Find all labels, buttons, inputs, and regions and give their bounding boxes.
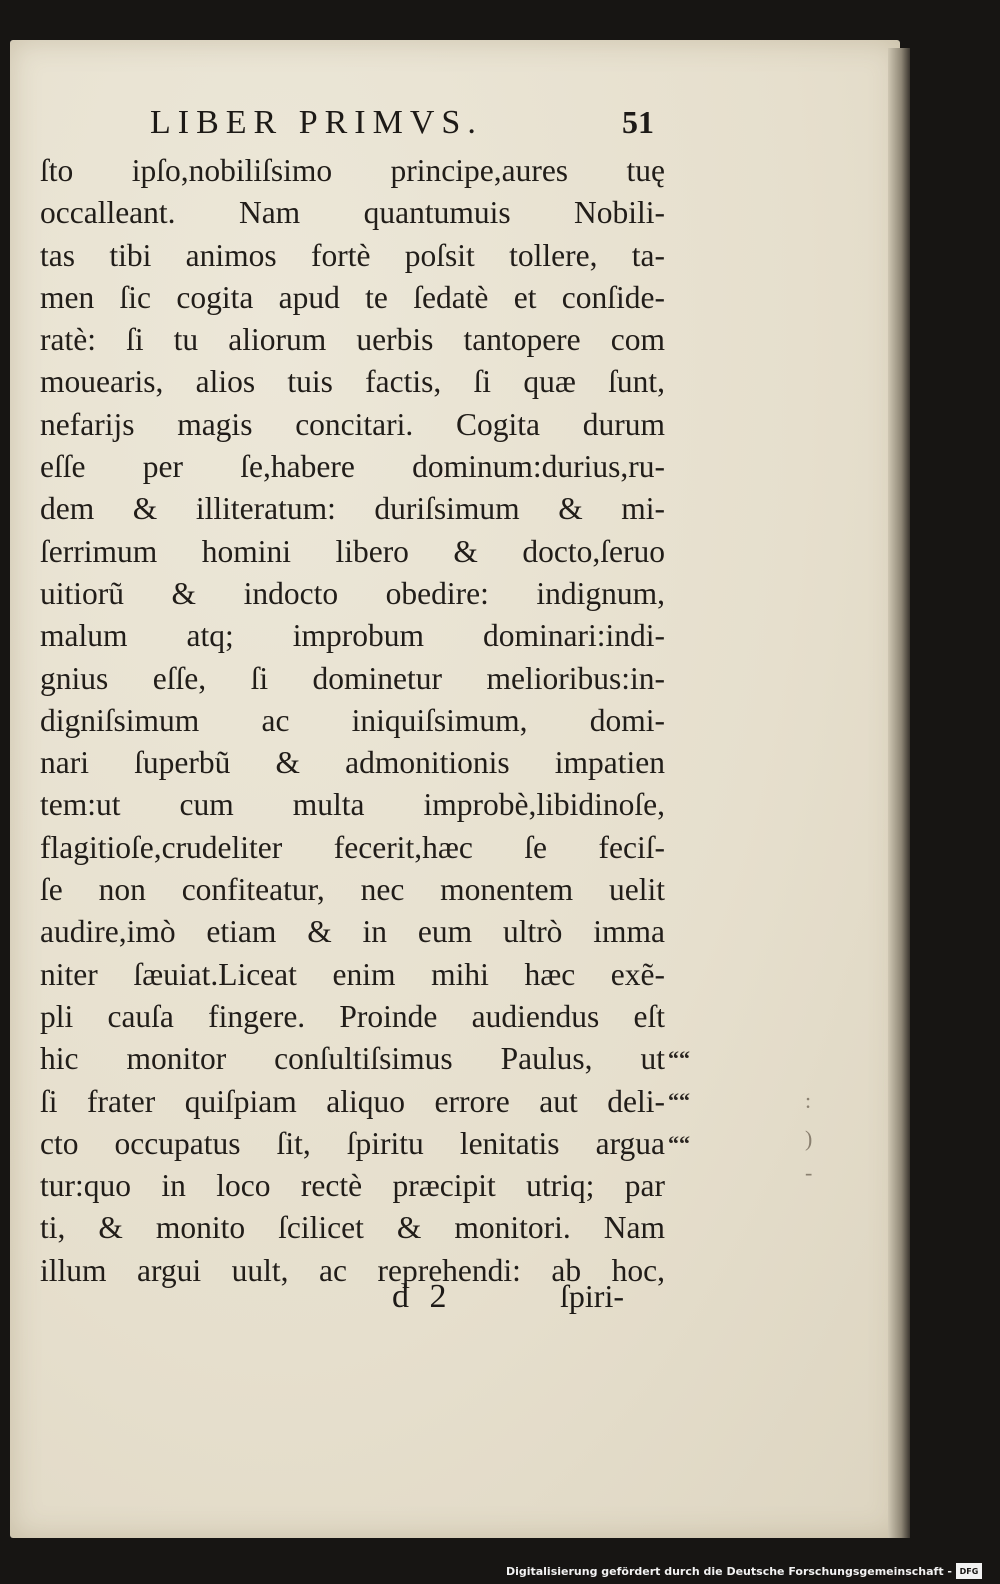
dfg-logo: DFG: [956, 1563, 982, 1579]
bleed-through-mark: :: [805, 1088, 812, 1113]
text-line: hic monitor conſultiſsimus Paulus, ut: [40, 1041, 665, 1077]
text-line: ſto ipſo,nobiliſsimo principe,aures tuę: [40, 153, 665, 188]
text-line: ratè: ſi tu aliorum uerbis tantopere com: [40, 322, 665, 358]
catchword: ſpiri-: [560, 1278, 624, 1314]
quote-mark: ““: [668, 1130, 690, 1156]
text-line: ti, & monito ſcilicet & monitori. Nam: [40, 1210, 665, 1246]
margin-quote-marks: [668, 1038, 708, 1165]
digitization-footer: [506, 1562, 982, 1580]
text-line: nefarijs magis concitari. Cogita durum: [40, 406, 665, 442]
text-line: audire,imò etiam & in eum ultrò imma: [40, 914, 665, 950]
text-line: digniſsimum ac iniquiſsimum, domi-: [40, 702, 665, 738]
text-line: pli cauſa fingere. Proinde audiendus eſt: [40, 998, 665, 1034]
signature-mark: d 2: [392, 1278, 453, 1315]
running-head-title: LIBER PRIMVS.: [150, 104, 483, 141]
folio-number: 51: [622, 104, 654, 140]
bleed-through-mark: -: [805, 1160, 813, 1185]
text-line: illum argui uult, ac reprehendi: ab hoc,: [40, 1252, 665, 1288]
quote-mark: ““: [668, 1046, 690, 1071]
text-line: ſe non confiteatur, nec monentem uelit: [40, 872, 665, 908]
text-line: men ſic cogita apud te ſedatè et conſide-: [40, 279, 665, 315]
text-line: tem:ut cum multa improbè,libidinoſe,: [40, 787, 665, 823]
quote-mark: ““: [668, 1088, 690, 1114]
text-line: tas tibi animos fortè poſsit tollere, ta-: [40, 237, 665, 273]
body-text: [40, 150, 665, 1292]
running-head: [40, 100, 680, 150]
catchline: [40, 1278, 665, 1328]
text-line: nari ſuperbũ & admonitionis impatien: [40, 745, 665, 781]
text-line: niter ſæuiat.Liceat enim mihi hæc exẽ-: [40, 956, 665, 992]
text-line: uitiorũ & indocto obedire: indignum,: [40, 575, 665, 611]
footer-credit: Digitalisierung gefördert durch die Deutsche Forschungsgemeinschaft -: [505, 1564, 952, 1578]
text-line: gnius eſſe, ſi dominetur melioribus:in-: [40, 660, 665, 696]
text-line: ſi frater quiſpiam aliquo errore aut deli-: [40, 1083, 665, 1119]
text-line: dem & illiteratum: duriſsimum & mi-: [40, 491, 665, 527]
text-line: mouearis, alios tuis factis, ſi quæ ſunt,: [40, 364, 665, 400]
text-line: eſſe per ſe,habere dominum:durius,ru-: [40, 449, 665, 485]
page-edge: [888, 48, 910, 1538]
text-line: tur:quo in loco rectè præcipit utriq; par: [40, 1168, 665, 1204]
text-line: flagitioſe,crudeliter fecerit,hæc ſe feciſ-: [40, 829, 665, 865]
text-line: malum atq; improbum dominari:indi-: [40, 618, 665, 654]
text-line: occalleant. Nam quantumuis Nobili-: [40, 195, 665, 231]
text-line: ſerrimum homini libero & docto,ſeruo: [40, 533, 665, 569]
text-line: cto occupatus ſit, ſpiritu lenitatis argua: [40, 1125, 665, 1161]
bleed-through-mark: ): [805, 1126, 813, 1151]
